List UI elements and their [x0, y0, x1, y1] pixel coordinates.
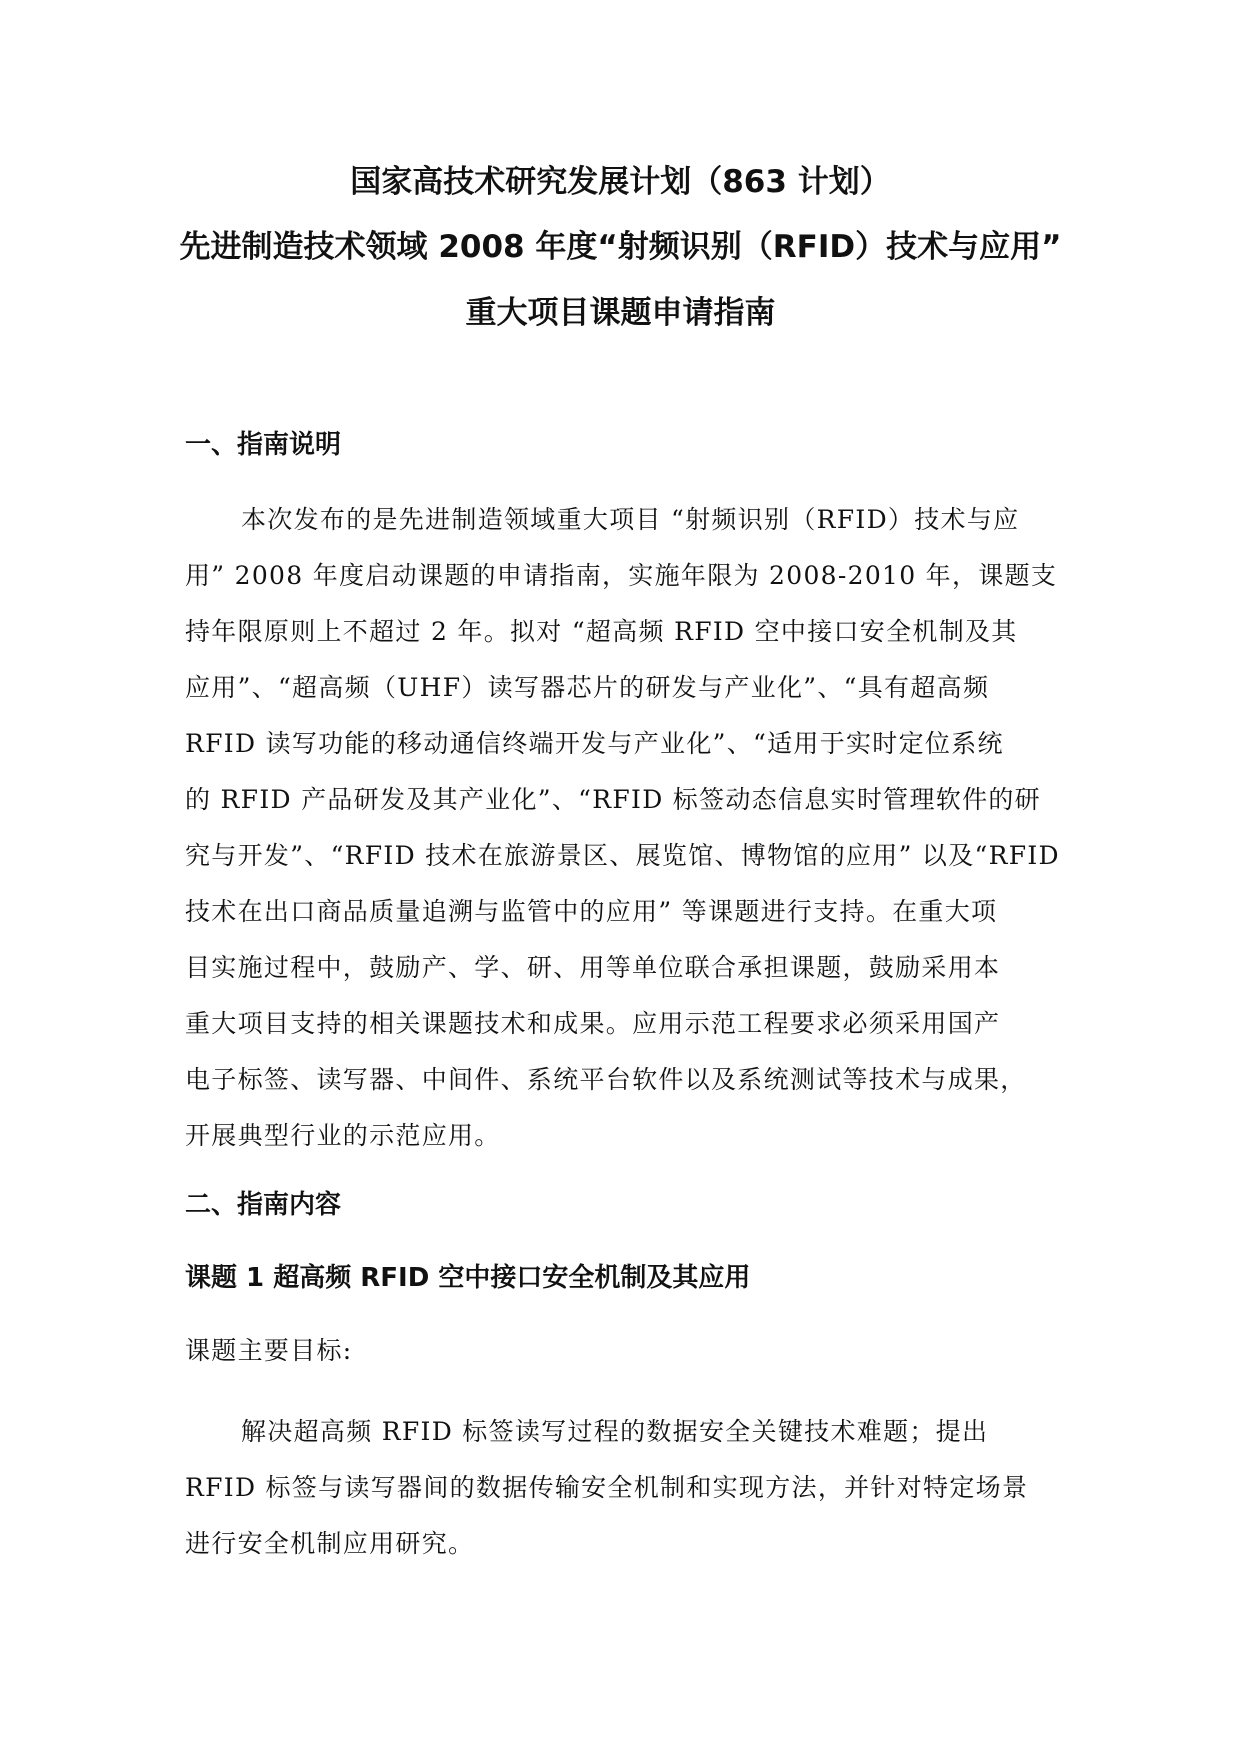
paragraph-line: 应用”、“超高频（UHF）读写器芯片的研发与产业化”、“具有超高频	[185, 673, 990, 702]
section-heading-guide-description: 一、指南说明	[185, 430, 342, 460]
document-title-line-2: 先进制造技术领域 2008 年度“射频识别（RFID）技术与应用”	[179, 229, 1062, 265]
document-title-line-1: 国家高技术研究发展计划（863 计划）	[350, 164, 891, 200]
paragraph-line: 电子标签、读写器、中间件、系统平台软件以及系统测试等技术与成果，	[185, 1065, 1027, 1094]
paragraph-line: 重大项目支持的相关课题技术和成果。应用示范工程要求必须采用国产	[185, 1009, 1001, 1038]
paragraph-line: 进行安全机制应用研究。	[185, 1529, 475, 1558]
guide-description-paragraph	[185, 492, 1081, 1164]
paragraph-line: 本次发布的是先进制造领域重大项目 “射频识别（RFID）技术与应	[241, 505, 1020, 534]
paragraph-line: 目实施过程中，鼓励产、学、研、用等单位联合承担课题，鼓励采用本	[185, 953, 1001, 982]
section-heading-guide-content: 二、指南内容	[185, 1190, 342, 1220]
paragraph-line: 究与开发”、“RFID 技术在旅游景区、展览馆、博物馆的应用” 以及“RFID	[185, 841, 1060, 870]
paragraph-line: RFID 读写功能的移动通信终端开发与产业化”、“适用于实时定位系统	[185, 729, 1004, 758]
paragraph-line: 持年限原则上不超过 2 年。拟对 “超高频 RFID 空中接口安全机制及其	[185, 617, 1018, 646]
goal-label-text: 课题主要目标:	[185, 1336, 353, 1365]
paragraph-line: 技术在出口商品质量追溯与监管中的应用” 等课题进行支持。在重大项	[185, 897, 998, 926]
topic-goal-paragraph	[185, 1404, 1081, 1572]
paragraph-line: 解决超高频 RFID 标签读写过程的数据安全关键技术难题；提出	[241, 1417, 989, 1446]
paragraph-line: 用” 2008 年度启动课题的申请指南，实施年限为 2008-2010 年，课题支	[185, 561, 1058, 590]
document-title-line-3: 重大项目课题申请指南	[465, 295, 776, 331]
topic-1-heading: 课题 1 超高频 RFID 空中接口安全机制及其应用	[185, 1263, 751, 1293]
topic-goal-label	[185, 1323, 1081, 1379]
paragraph-line: 的 RFID 产品研发及其产业化”、“RFID 标签动态信息实时管理软件的研	[185, 785, 1041, 814]
paragraph-line: RFID 标签与读写器间的数据传输安全机制和实现方法，并针对特定场景	[185, 1473, 1029, 1502]
paragraph-line: 开展典型行业的示范应用。	[185, 1121, 501, 1150]
